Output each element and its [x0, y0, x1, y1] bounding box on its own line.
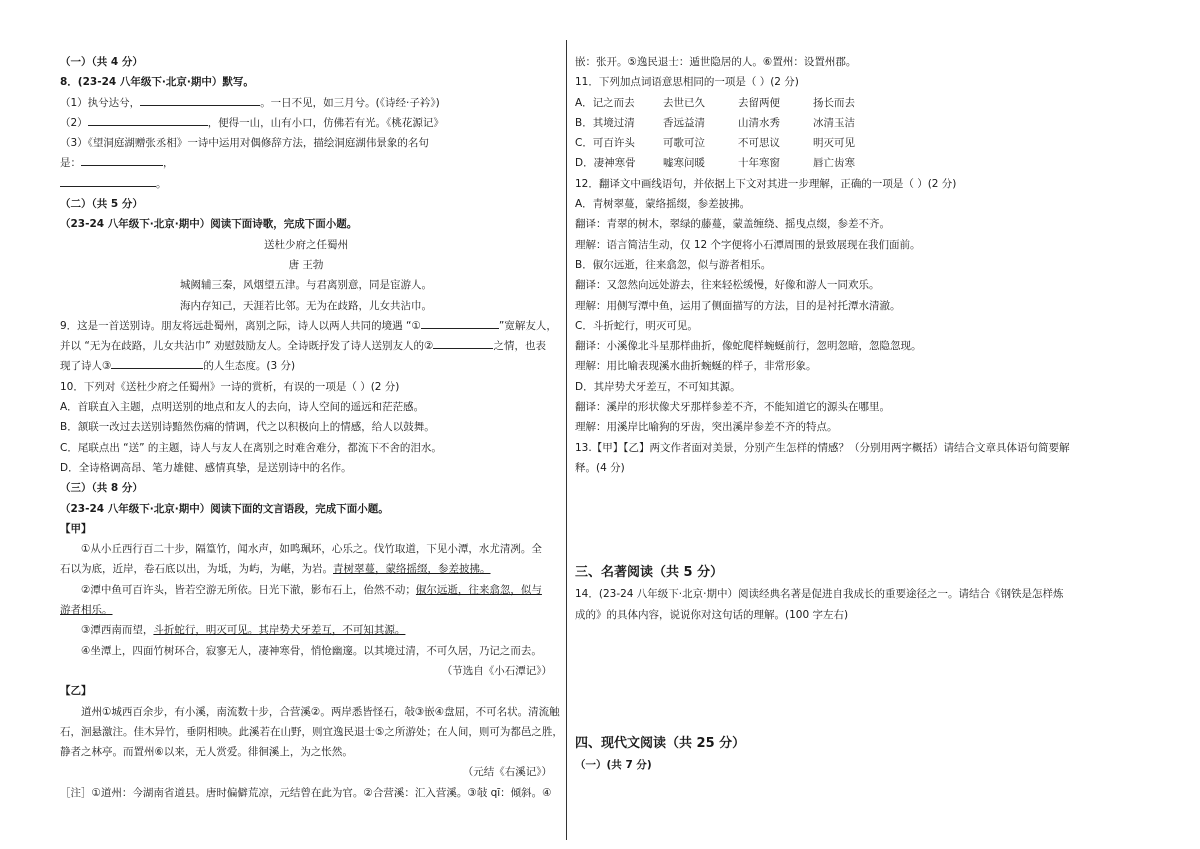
part1-header: （一）（共 4 分） [60, 56, 143, 68]
jia-p2-underlined-cont: 游者相乐。 [60, 604, 113, 617]
q8-1-suffix: 。一日不见，如三月兮。(《诗经·子衿》) [260, 96, 440, 109]
q9-text-c: 并以 “无为在歧路，儿女共沾巾” 劝慰鼓励友人。全诗既抒发了诗人送别友人的② [60, 340, 434, 353]
poem-line-2: 海内存知己，天涯若比邻。无为在歧路，儿女共沾巾。 [180, 299, 432, 312]
jia-label: 【甲】 [60, 522, 92, 535]
yi-line1: 道州①城西百余步，有小溪，南流数十步，合营溪②。两岸悉皆怪石，敧③嵌④盘屈，不可名状。清流触 [81, 705, 560, 718]
poem-title: 送杜少府之任蜀州 [264, 238, 348, 251]
poem-line-1: 城阙辅三秦，风烟望五津。与君离别意，同是宦游人。 [180, 279, 432, 292]
q12-line: 翻译：又忽然向远处游去，往来轻松缓慢，好像和游人一同欢乐。 [575, 279, 880, 292]
blank-q8-2[interactable] [88, 114, 208, 126]
q13-answer-space[interactable] [575, 478, 1081, 562]
q8-3-line1: （3）《望洞庭湖赠张丞相》一诗中运用对偶修辞方法，描绘洞庭湖伟景象的名句 [60, 137, 429, 150]
yi-line2: 石，洄悬激注。佳木异竹，垂阴相映。此溪若在山野，则宜逸民退士⑤之所游处；在人间，则可为都邑之胜， [60, 725, 563, 738]
blank-q9-1[interactable] [421, 317, 499, 329]
q10-option-b[interactable]: B．颔联一改过去送别诗黯然伤痛的情调，代之以积极向上的情感，给人以鼓舞。 [60, 421, 435, 434]
q8-3-line3 [60, 174, 552, 194]
blank-q9-2[interactable] [433, 337, 493, 349]
q11-c-cell: 不可思议 [738, 137, 780, 150]
q14-answer-space[interactable] [575, 625, 1081, 733]
q12-line: 理解：用溪岸比喻狗的牙齿，突出溪岸参差不齐的特点。 [575, 421, 838, 434]
q11-a-cell: 去留两便 [738, 96, 780, 109]
left-column [60, 52, 563, 803]
q11-d-cell: 唇亡齿寒 [813, 157, 855, 170]
section4-heading: 四、现代文阅读（共 25 分） [575, 735, 746, 751]
annotation-note-cont: 嵌：张开。⑤逸民退士：遁世隐居的人。⑥置州：设置州郡。 [575, 56, 857, 68]
q8-1-prefix: （1）执兮达兮， [60, 96, 141, 109]
q11-b-cell: 山清水秀 [738, 116, 780, 129]
q11-b-cell: B．其境过清 [575, 116, 635, 129]
yi-label: 【乙】 [60, 685, 92, 698]
q9-text-e: 现了诗人③ [60, 360, 112, 373]
q11-a-cell: A．记之而去 [575, 96, 635, 109]
q12-line: 理解：语言简洁生动，仅 12 个字便将小石潭周围的景致展现在我们面前。 [575, 238, 921, 251]
q8-title: 8．(23-24 八年级下·北京·期中）默写。 [60, 76, 254, 89]
q9-text-b: ”宽解友人， [498, 319, 557, 332]
q11-b-cell: 冰清玉洁 [813, 116, 855, 129]
yi-source: （元结《右溪记》） [462, 766, 552, 779]
q11-d-cell: 嘘寒问暖 [663, 157, 705, 170]
jia-p1-underlined: 青树翠蔓，蒙络摇缀，参差披拂。 [333, 563, 491, 576]
q11-c-cell: C．可百许头 [575, 137, 635, 150]
q12-line[interactable]: B．俶尔远逝，往来翕忽，似与游者相乐。 [575, 258, 772, 271]
q8-2-suffix: ，便得一山，山有小口，仿佛若有光。《桃花源记》 [207, 116, 444, 129]
q8-3-prefix: 是： [60, 157, 81, 170]
q9-text-d: 之情，也表 [493, 340, 546, 353]
jia-p2-line1 [60, 580, 552, 600]
blank-q8-3a[interactable] [81, 154, 163, 166]
q12-line[interactable]: A．青树翠蔓，蒙络摇缀，参差披拂。 [575, 198, 751, 211]
q12-stem: 12．翻译文中画线语句，并依据上下文对其进一步理解，正确的一项是（ ）(2 分) [575, 177, 957, 190]
q11-option-d[interactable] [575, 153, 1081, 173]
part3-header: （三）（共 8 分） [60, 482, 143, 495]
jia-p1-line1: ①从小丘西行百二十步，隔篁竹，闻水声，如鸣珮环，心乐之。伐竹取道，下见小潭，水尤清冽。全 [81, 543, 542, 556]
q14-line2: 成的》的具体内容，说说你对这句话的理解。(100 字左右) [575, 608, 849, 621]
q11-b-cell: 香远益清 [663, 116, 705, 129]
q10-option-d[interactable]: D．全诗格调高昂、笔力雄健、感情真挚，是送别诗中的名作。 [60, 461, 352, 474]
right-column [575, 52, 1081, 775]
jia-p4: ④坐潭上，四面竹树环合，寂寥无人，凄神寒骨，悄怆幽邃。以其境过清，不可久居，乃记之而去。 [81, 644, 542, 657]
q13-line2: 释。(4 分) [575, 461, 625, 474]
section4-sub1: （一）(共 7 分) [575, 758, 652, 771]
q12-line: 翻译：溪岸的形状像犬牙那样参差不齐，不能知道它的源头在哪里。 [575, 401, 890, 414]
blank-q8-3b[interactable] [60, 175, 156, 187]
jia-source: （节选自《小石潭记》） [441, 664, 552, 677]
q8-2-prefix: （2） [60, 116, 88, 129]
q11-a-cell: 扬长而去 [813, 96, 855, 109]
part2-header: （二）（共 5 分） [60, 198, 143, 211]
q11-stem: 11．下列加点词语意思相同的一项是（ ）(2 分) [575, 76, 799, 89]
q11-option-c[interactable] [575, 133, 1081, 153]
q9-line2 [60, 336, 552, 356]
q9-line1 [60, 316, 557, 336]
jia-p1-text: 石以为底，近岸，卷石底以出，为坻，为屿，为嵁，为岩。 [60, 563, 333, 576]
jia-p1-line2 [60, 559, 552, 579]
q12-line[interactable]: D．其岸势犬牙差互，不可知其源。 [575, 380, 741, 393]
yi-line3: 静者之林亭。而置州⑥以来，无人赏爱。徘徊溪上，为之怅然。 [60, 746, 353, 759]
q11-option-b[interactable] [575, 113, 1081, 133]
q9-text-f: 的人生态度。(3 分) [203, 360, 296, 373]
q12-line: 理解：用比喻表现溪水曲折蜿蜒的样子，非常形象。 [575, 360, 817, 373]
q14-line1: 14．(23-24 八年级下·北京·期中）阅读经典名著是促进自我成长的重要途径之一。请结合《钢铁是怎样炼 [575, 588, 1064, 601]
jia-p2-text: ②潭中鱼可百许头，皆若空游无所依。日光下澈，影布石上，佁然不动； [81, 583, 416, 596]
q12-line: 理解：用侧写潭中鱼，运用了侧面描写的方法，目的是衬托潭水清澈。 [575, 299, 901, 312]
jia-p3-text: ③潭西南而望， [81, 624, 154, 637]
jia-p3-underlined-1: 斗折蛇行，明灭可见。 [153, 624, 259, 637]
q8-3-end: 。 [156, 177, 167, 190]
column-divider [566, 40, 567, 840]
q8-1 [60, 93, 552, 113]
q12-line: 翻译：青翠的树木，翠绿的藤蔓，蒙盖缠绕、摇曳点缀，参差不齐。 [575, 218, 890, 231]
jia-p2-underlined: 俶尔远逝，往来翕忽，似与 [415, 583, 542, 596]
blank-q8-1[interactable] [140, 94, 260, 106]
q8-3-comma: ， [163, 157, 174, 170]
q11-d-cell: 十年寒窗 [738, 157, 780, 170]
jia-p2-line2 [60, 600, 552, 620]
q12-line[interactable]: C．斗折蛇行，明灭可见。 [575, 319, 698, 332]
jia-p3-underlined-2: 其岸势犬牙差互，不可知其源。 [258, 624, 406, 637]
q8-3-line2 [60, 153, 552, 173]
q10-option-c[interactable]: C．尾联点出 “送” 的主题，诗人与友人在离别之时难舍难分，都流下不舍的泪水。 [60, 441, 442, 454]
q9-line3 [60, 356, 552, 376]
q11-c-cell: 可歌可泣 [663, 137, 705, 150]
q8-2 [60, 113, 552, 133]
section3-heading: 三、名著阅读（共 5 分） [575, 565, 724, 581]
q9-text-a: 9．这是一首送别诗。朋友将远赴蜀州，离别之际，诗人以两人共同的境遇 “① [60, 319, 421, 332]
q11-option-a[interactable] [575, 93, 1081, 113]
jia-p3 [60, 620, 552, 640]
q10-option-a[interactable]: A．首联直入主题，点明送别的地点和友人的去向，诗人空间的遥远和茫茫感。 [60, 401, 425, 414]
q13-line1: 13.【甲】【乙】两文作者面对美景，分别产生怎样的情感？（分别用两字概括）请结合文章具体语句简要解 [575, 441, 1070, 454]
part3-intro: （23-24 八年级下·北京·期中）阅读下面的文言语段，完成下面小题。 [60, 502, 389, 515]
q11-a-cell: 去世已久 [663, 96, 705, 109]
annotation-note: ［注］①道州：今湖南省道县。唐时偏僻荒凉，元结曾在此为官。②合营溪：汇入营溪。③敧 qī：倾斜。④ [60, 786, 552, 799]
poem-author: 唐 王勃 [288, 258, 324, 271]
q11-c-cell: 明灭可见 [813, 137, 855, 150]
q11-d-cell: D．凄神寒骨 [575, 157, 636, 170]
part2-intro: （23-24 八年级下·北京·期中）阅读下面诗歌，完成下面小题。 [60, 218, 358, 231]
q12-line: 翻译：小溪像北斗星那样曲折，像蛇爬样蜿蜒前行，忽明忽暗，忽隐忽现。 [575, 340, 922, 353]
q10-stem: 10．下列对《送杜少府之任蜀州》一诗的赏析，有误的一项是（ ）(2 分) [60, 380, 400, 393]
blank-q9-3[interactable] [111, 357, 203, 369]
